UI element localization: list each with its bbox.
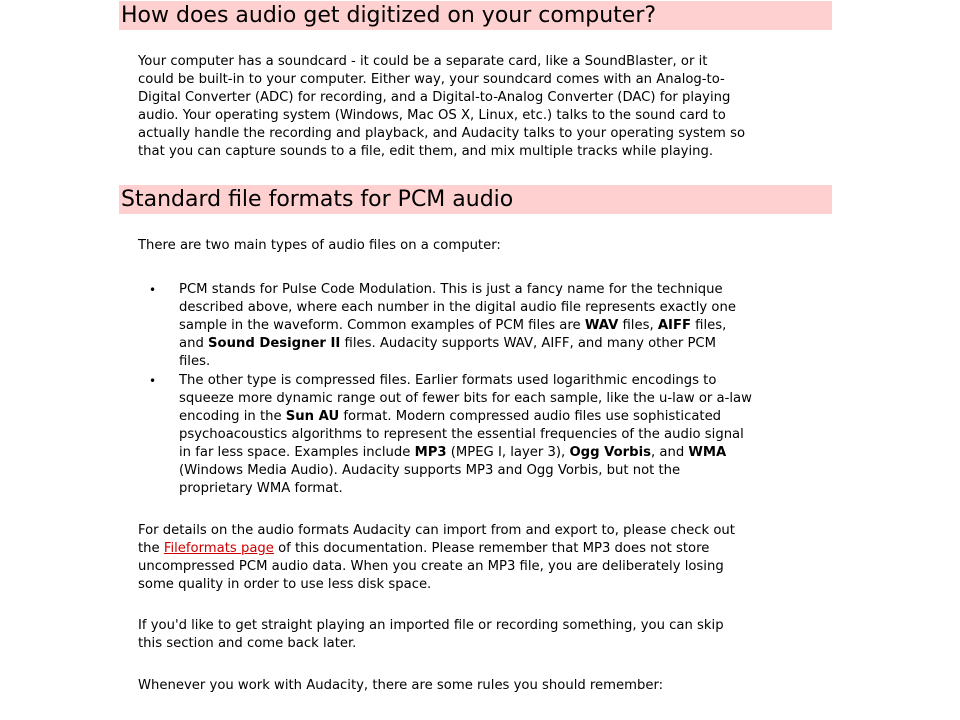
text-line: that you can capture sounds to a file, edit them, and mix multiple tracks while playing. <box>138 144 714 159</box>
paragraph-rules: Whenever you work with Audacity, there are some rules you should remember: <box>138 678 664 693</box>
text-line: files. <box>179 354 211 369</box>
format-name-wma: WMA <box>688 445 727 460</box>
text-line: uncompressed PCM audio data. When you create an MP3 file, you are deliberately losing <box>138 559 724 574</box>
text-line: the <box>138 541 164 556</box>
section-heading-digitized: How does audio get digitized on your computer? <box>119 1 832 30</box>
format-name-sound-designer: Sound Designer II <box>208 336 341 351</box>
text-line: could be built-in to your computer. Either way, your soundcard comes with an Analog-to- <box>138 72 725 87</box>
fileformats-page-link[interactable]: Fileformats page <box>163 541 274 556</box>
text-line: PCM stands for Pulse Code Modulation. This is just a fancy name for the technique <box>179 282 723 297</box>
paragraph-two-types: There are two main types of audio files on a computer: <box>138 238 501 253</box>
text-line: psychoacoustics algorithms to represent the essential frequencies of the audio signal <box>179 427 744 442</box>
format-name-ogg-vorbis: Ogg Vorbis <box>569 445 651 460</box>
text-line: If you'd like to get straight playing an imported file or recording something, you can skip <box>138 618 724 633</box>
bullet-icon: • <box>149 374 157 388</box>
list-item-compressed <box>179 372 839 498</box>
text-fragment: format. Modern compressed audio files use sophisticated <box>339 409 722 424</box>
text-line: Your computer has a soundcard - it could be a separate card, like a SoundBlaster, or it <box>138 54 708 69</box>
text-line: this section and come back later. <box>138 636 357 651</box>
text-line: For details on the audio formats Audacity can import from and export to, please check out <box>138 523 735 538</box>
paragraph-details <box>138 522 838 594</box>
text-line: (Windows Media Audio). Audacity supports MP3 and Ogg Vorbis, but not the <box>179 463 681 478</box>
text-line: audio. Your operating system (Windows, Mac OS X, Linux, etc.) talks to the sound card to <box>138 108 726 123</box>
bullet-icon: • <box>149 283 157 297</box>
section-heading-file-formats: Standard file formats for PCM audio <box>119 185 832 214</box>
paragraph-soundcard <box>138 53 838 161</box>
text-line: described above, where each number in the digital audio file represents exactly one <box>179 300 736 315</box>
text-line: The other type is compressed files. Earlier formats used logarithmic encodings to <box>179 373 717 388</box>
text-fragment: (MPEG I, layer 3), <box>446 445 570 460</box>
text-fragment: files, <box>618 318 658 333</box>
text-line: and <box>179 336 209 351</box>
list-item-pcm <box>179 281 839 371</box>
format-name-sun-au: Sun AU <box>285 409 340 424</box>
text-line: encoding in the <box>179 409 286 424</box>
text-line: Digital Converter (ADC) for recording, and a Digital-to-Analog Converter (DAC) for playing <box>138 90 731 105</box>
text-fragment: files. Audacity supports WAV, AIFF, and many other PCM <box>340 336 716 351</box>
format-name-mp3: MP3 <box>414 445 447 460</box>
text-line: proprietary WMA format. <box>179 481 343 496</box>
text-line: some quality in order to use less disk space. <box>138 577 432 592</box>
text-line: actually handle the recording and playback, and Audacity talks to your operating system so <box>138 126 746 141</box>
text-line: in far less space. Examples include <box>179 445 415 460</box>
text-fragment: , and <box>651 445 689 460</box>
text-fragment: of this documentation. Please remember that MP3 does not store <box>273 541 710 556</box>
text-line: sample in the waveform. Common examples of PCM files are <box>179 318 585 333</box>
paragraph-skip <box>138 617 838 653</box>
text-line: squeeze more dynamic range out of fewer bits for each sample, like the u-law or a-law <box>179 391 752 406</box>
format-name-aiff: AIFF <box>657 318 691 333</box>
text-fragment: files, <box>690 318 727 333</box>
format-name-wav: WAV <box>584 318 619 333</box>
